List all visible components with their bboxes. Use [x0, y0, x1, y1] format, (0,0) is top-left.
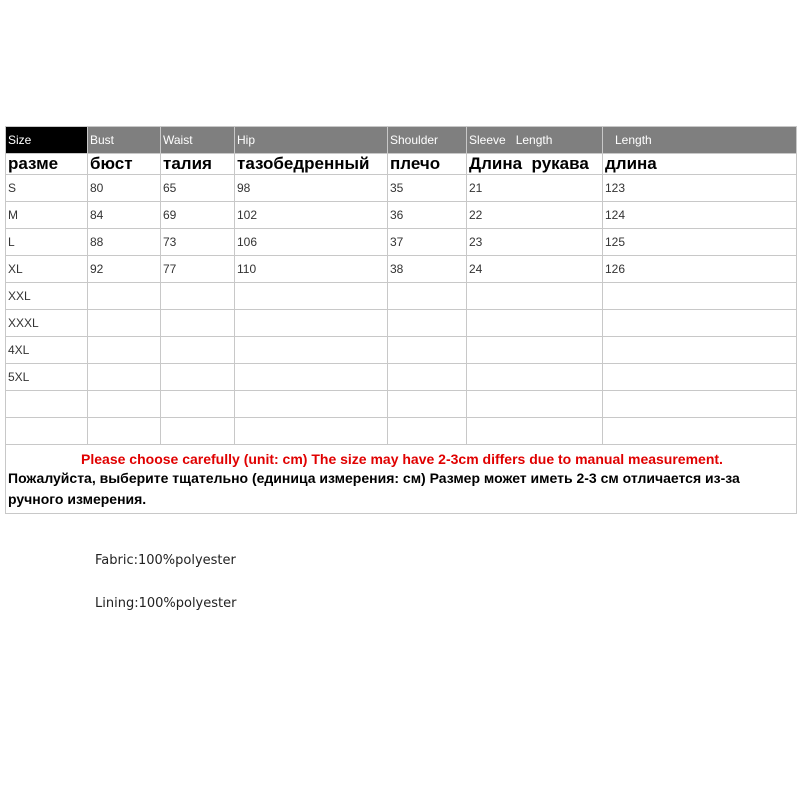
note-row: [6, 445, 797, 514]
table-cell: 36: [388, 202, 467, 229]
table-cell: 69: [161, 202, 235, 229]
table-cell: 123: [603, 175, 797, 202]
table-cell: 23: [467, 229, 603, 256]
table-cell: M: [6, 202, 88, 229]
table-cell: 37: [388, 229, 467, 256]
table-cell: 124: [603, 202, 797, 229]
header-ru-bust: бюст: [88, 154, 161, 175]
table-cell: [235, 391, 388, 418]
table-cell: 126: [603, 256, 797, 283]
fabric-info: Fabric:100%polyester: [95, 553, 236, 568]
table-cell: [388, 418, 467, 445]
table-cell: 73: [161, 229, 235, 256]
table-cell: [88, 310, 161, 337]
table-cell: 22: [467, 202, 603, 229]
header-ru-shoulder: плечо: [388, 154, 467, 175]
header-cell-length: Length: [603, 127, 797, 154]
table-cell: 5XL: [6, 364, 88, 391]
table-cell: [6, 391, 88, 418]
table-cell: [388, 391, 467, 418]
table-cell: XL: [6, 256, 88, 283]
size-chart-table: [5, 126, 797, 514]
table-cell: 92: [88, 256, 161, 283]
table-cell: 4XL: [6, 337, 88, 364]
table-cell: [388, 283, 467, 310]
table-cell: 65: [161, 175, 235, 202]
header-row-english: [6, 127, 797, 154]
table-cell: [467, 391, 603, 418]
table-cell: [88, 364, 161, 391]
note-cell: [6, 445, 797, 514]
table-cell: [88, 391, 161, 418]
table-row: [6, 391, 797, 418]
table-cell: [467, 418, 603, 445]
table-row: [6, 310, 797, 337]
header-ru-length: длина: [603, 154, 797, 175]
table-row: [6, 337, 797, 364]
table-cell: L: [6, 229, 88, 256]
table-cell: S: [6, 175, 88, 202]
header-row-russian: [6, 154, 797, 175]
table-row: [6, 202, 797, 229]
table-cell: [6, 418, 88, 445]
table-cell: 21: [467, 175, 603, 202]
table-cell: [388, 337, 467, 364]
table-cell: 106: [235, 229, 388, 256]
table-cell: [88, 418, 161, 445]
table-cell: 35: [388, 175, 467, 202]
table-row: [6, 256, 797, 283]
table-cell: [603, 364, 797, 391]
table-cell: [161, 418, 235, 445]
table-row: [6, 175, 797, 202]
table-cell: [467, 364, 603, 391]
table-cell: [235, 337, 388, 364]
header-cell-hip: Hip: [235, 127, 388, 154]
lining-info: Lining:100%polyester: [95, 596, 237, 611]
table-row: [6, 283, 797, 310]
table-row: [6, 364, 797, 391]
table-cell: [467, 283, 603, 310]
header-cell-size: Size: [6, 127, 88, 154]
table-cell: 84: [88, 202, 161, 229]
table-cell: [161, 283, 235, 310]
table-cell: [88, 283, 161, 310]
header-cell-waist: Waist: [161, 127, 235, 154]
table-cell: [603, 310, 797, 337]
header-ru-waist: талия: [161, 154, 235, 175]
header-ru-hip: тазобедренный: [235, 154, 388, 175]
table-cell: [88, 337, 161, 364]
table-cell: 98: [235, 175, 388, 202]
table-cell: [235, 310, 388, 337]
table-cell: [603, 391, 797, 418]
header-ru-size: разме: [6, 154, 88, 175]
table-cell: [467, 337, 603, 364]
table-cell: [235, 283, 388, 310]
table-cell: 80: [88, 175, 161, 202]
table-cell: [603, 337, 797, 364]
table-cell: 38: [388, 256, 467, 283]
header-ru-sleeve-length: Длина рукава: [467, 154, 603, 175]
table-cell: [388, 364, 467, 391]
table-body: [6, 175, 797, 445]
table-cell: 110: [235, 256, 388, 283]
table-cell: [388, 310, 467, 337]
table-cell: [235, 418, 388, 445]
table-cell: 77: [161, 256, 235, 283]
note-english: Please choose carefully (unit: cm) The size may have 2-3cm differs due to manual measurement.: [81, 451, 723, 467]
table-cell: [603, 283, 797, 310]
table-row: [6, 418, 797, 445]
table-cell: XXXL: [6, 310, 88, 337]
note-russian: Пожалуйста, выберите тщательно (единица измерения: см) Размер может иметь 2-3 см отличается из-за ручного измерения.: [8, 470, 740, 507]
table-cell: 88: [88, 229, 161, 256]
header-cell-shoulder: Shoulder: [388, 127, 467, 154]
header-cell-sleeve-length: Sleeve Length: [467, 127, 603, 154]
table-cell: 24: [467, 256, 603, 283]
table-cell: 102: [235, 202, 388, 229]
table-cell: [603, 418, 797, 445]
table-cell: XXL: [6, 283, 88, 310]
table-cell: [161, 337, 235, 364]
table-cell: 125: [603, 229, 797, 256]
table-cell: [467, 310, 603, 337]
table-cell: [161, 364, 235, 391]
table-cell: [161, 391, 235, 418]
table-cell: [161, 310, 235, 337]
table-row: [6, 229, 797, 256]
header-cell-bust: Bust: [88, 127, 161, 154]
table-cell: [235, 364, 388, 391]
